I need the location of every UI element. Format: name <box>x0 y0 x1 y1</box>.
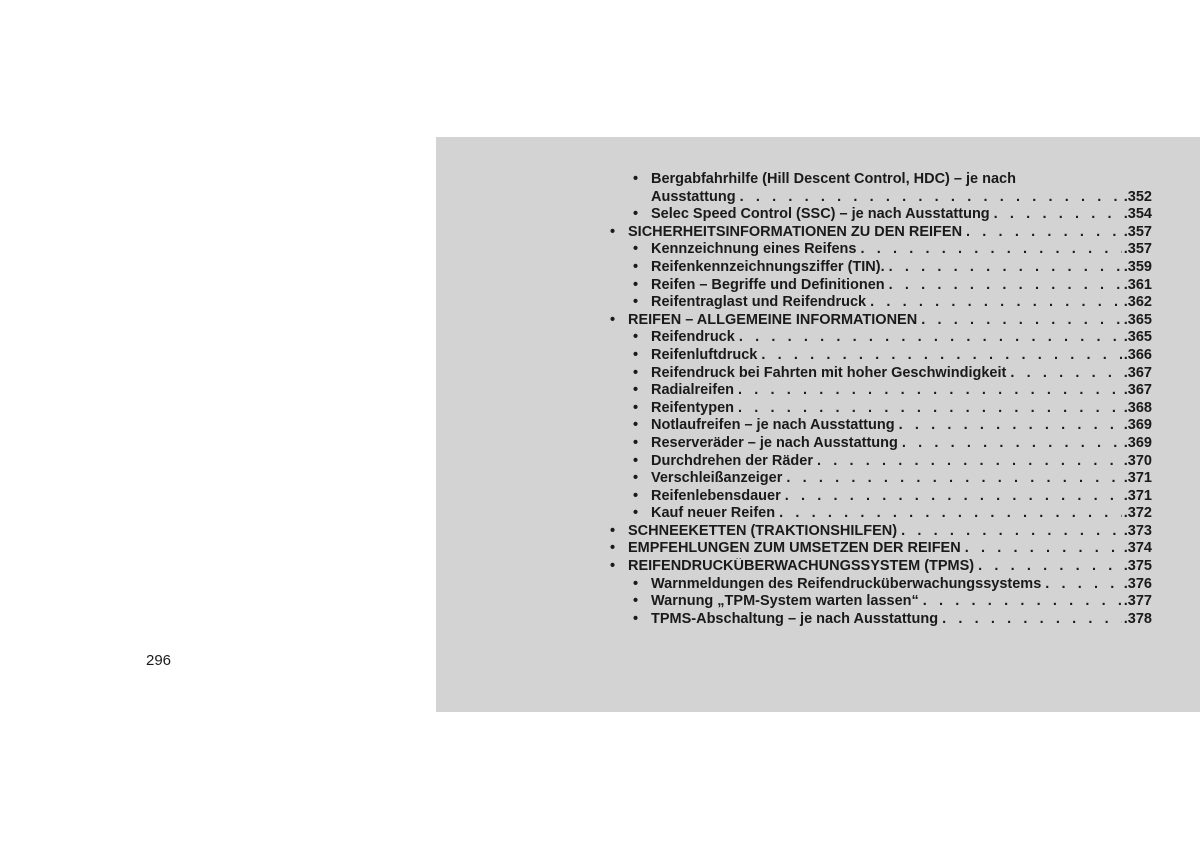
bullet-icon: • <box>633 575 639 592</box>
dot-leader <box>889 277 1122 295</box>
toc-entry-title: Reifenluftdruck <box>651 346 758 363</box>
bullet-icon: • <box>633 241 639 258</box>
dot-leader <box>1045 576 1122 594</box>
dot-leader <box>761 347 1121 365</box>
page-number: 296 <box>146 652 172 669</box>
toc-entry[interactable] <box>610 347 1152 365</box>
dot-leader <box>738 400 1122 418</box>
toc-entry-title: Verschleißanzeiger <box>651 470 783 487</box>
toc-entry[interactable] <box>610 171 1152 189</box>
toc-entry-title: Reifentypen <box>651 399 734 416</box>
toc-entry-page: .370 <box>1123 452 1152 469</box>
toc-entry-page: .366 <box>1123 346 1152 363</box>
toc-entry[interactable] <box>610 593 1152 611</box>
toc-entry-title: SICHERHEITSINFORMATIONEN ZU DEN REIFEN <box>628 223 963 240</box>
dot-leader <box>923 593 1122 611</box>
dot-leader <box>994 206 1122 224</box>
toc-entry[interactable] <box>610 576 1152 594</box>
toc-entry-page: .357 <box>1123 223 1152 240</box>
toc-entry-page: .367 <box>1123 364 1152 381</box>
dot-leader <box>740 189 1122 207</box>
bullet-icon: • <box>633 452 639 469</box>
bullet-icon: • <box>633 364 639 381</box>
toc-entry-title: Bergabfahrhilfe (Hill Descent Control, HDC) – je nach <box>651 171 1016 187</box>
dot-leader <box>921 312 1122 330</box>
toc-entry-page: .359 <box>1123 258 1152 275</box>
toc-entry[interactable] <box>610 206 1152 224</box>
dot-leader <box>870 294 1122 312</box>
dot-leader <box>901 523 1122 541</box>
dot-leader <box>817 453 1122 471</box>
bullet-icon: • <box>633 434 639 451</box>
bullet-icon: • <box>633 258 639 275</box>
dot-leader <box>899 417 1122 435</box>
bullet-icon: • <box>633 382 639 399</box>
toc-entry-page: .367 <box>1123 382 1152 399</box>
bullet-icon: • <box>610 311 616 328</box>
toc-entry-title: Kennzeichnung eines Reifens <box>651 241 857 258</box>
toc-entry-title: EMPFEHLUNGEN ZUM UMSETZEN DER REIFEN <box>628 540 961 557</box>
toc-entry[interactable] <box>610 417 1152 435</box>
toc-entry-page: .377 <box>1123 593 1152 610</box>
toc-entry[interactable] <box>610 277 1152 295</box>
toc-entry-page: .365 <box>1123 329 1152 346</box>
toc-entry[interactable] <box>610 470 1152 488</box>
dot-leader <box>966 224 1122 242</box>
bullet-icon: • <box>610 540 616 557</box>
toc-entry[interactable] <box>610 400 1152 418</box>
toc-entry[interactable] <box>610 540 1152 558</box>
bullet-icon: • <box>633 593 639 610</box>
toc-entry[interactable] <box>610 259 1152 277</box>
toc-entry-title: Warnmeldungen des Reifendrucküberwachungssystems <box>651 575 1042 592</box>
dot-leader <box>889 259 1122 277</box>
toc-entry-page: .375 <box>1123 558 1152 575</box>
bullet-icon: • <box>633 470 639 487</box>
dot-leader <box>1010 365 1121 383</box>
toc-entry-page: .373 <box>1123 522 1152 539</box>
bullet-icon: • <box>633 346 639 363</box>
toc-entry[interactable] <box>610 558 1152 576</box>
toc-entry[interactable] <box>610 365 1152 383</box>
toc-entry-title: Ausstattung <box>651 188 736 205</box>
bullet-icon: • <box>633 329 639 346</box>
toc-entry-page: .357 <box>1123 241 1152 258</box>
dot-leader <box>785 488 1122 506</box>
toc-entry-title: Selec Speed Control (SSC) – je nach Ausstattung <box>651 206 990 223</box>
toc-entry-title: Warnung „TPM-System warten lassen“ <box>651 593 919 610</box>
dot-leader <box>779 505 1122 523</box>
toc-entry-title: SCHNEEKETTEN (TRAKTIONSHILFEN) <box>628 522 898 539</box>
toc-entry-page: .371 <box>1123 487 1152 504</box>
toc-entry-page: .372 <box>1123 505 1152 522</box>
toc-entry-title: Reifendruck <box>651 329 735 346</box>
toc-entry-title: TPMS-Abschaltung – je nach Ausstattung <box>651 610 939 627</box>
toc-entry[interactable] <box>610 294 1152 312</box>
dot-leader <box>860 241 1121 259</box>
toc-entry[interactable] <box>610 453 1152 471</box>
bullet-icon: • <box>633 417 639 434</box>
bullet-icon: • <box>610 522 616 539</box>
bullet-icon: • <box>633 206 639 223</box>
toc-entry-title: Reifenkennzeichnungsziffer (TIN). <box>651 258 885 275</box>
dot-leader <box>786 470 1121 488</box>
toc-entry-page: .369 <box>1123 434 1152 451</box>
toc-entry-page: .369 <box>1123 417 1152 434</box>
toc-entry-page: .371 <box>1123 470 1152 487</box>
bullet-icon: • <box>610 223 616 240</box>
toc-entry[interactable] <box>610 505 1152 523</box>
dot-leader <box>978 558 1122 576</box>
toc-entry-title: Reifen – Begriffe und Definitionen <box>651 276 885 293</box>
table-of-contents <box>610 171 1152 628</box>
toc-entry[interactable] <box>610 611 1152 629</box>
toc-entry[interactable] <box>610 312 1152 330</box>
dot-leader <box>942 611 1122 629</box>
toc-entry-page: .374 <box>1123 540 1152 557</box>
toc-entry-title: Notlaufreifen – je nach Ausstattung <box>651 417 895 434</box>
toc-entry[interactable] <box>610 329 1152 347</box>
toc-entry-page: .354 <box>1123 206 1152 223</box>
toc-entry[interactable] <box>610 382 1152 400</box>
dot-leader <box>739 329 1122 347</box>
toc-entry-page: .352 <box>1123 188 1152 205</box>
toc-entry-page: .361 <box>1123 276 1152 293</box>
toc-entry-title: Kauf neuer Reifen <box>651 505 776 522</box>
bullet-icon: • <box>633 171 639 187</box>
toc-entry-title: Radialreifen <box>651 382 734 399</box>
toc-entry[interactable] <box>610 488 1152 506</box>
toc-entry-page: .368 <box>1123 399 1152 416</box>
toc-entry[interactable] <box>610 523 1152 541</box>
toc-entry-title: Durchdrehen der Räder <box>651 452 813 469</box>
bullet-icon: • <box>633 610 639 627</box>
toc-entry-title: Reifenlebensdauer <box>651 487 781 504</box>
toc-entry-page: .376 <box>1123 575 1152 592</box>
bullet-icon: • <box>633 505 639 522</box>
dot-leader <box>902 435 1122 453</box>
dot-leader <box>738 382 1122 400</box>
bullet-icon: • <box>610 558 616 575</box>
toc-entry-page: .378 <box>1123 610 1152 627</box>
toc-entry[interactable] <box>610 241 1152 259</box>
toc-entry-title: Reserveräder – je nach Ausstattung <box>651 434 898 451</box>
bullet-icon: • <box>633 276 639 293</box>
toc-entry[interactable] <box>610 224 1152 242</box>
toc-entry-page: .362 <box>1123 294 1152 311</box>
toc-entry-title: REIFENDRUCKÜBERWACHUNGSSYSTEM (TPMS) <box>628 558 975 575</box>
bullet-icon: • <box>633 487 639 504</box>
toc-entry-page: .365 <box>1123 311 1152 328</box>
bullet-icon: • <box>633 399 639 416</box>
toc-entry[interactable] <box>610 189 1152 207</box>
dot-leader <box>965 540 1122 558</box>
toc-entry-title: REIFEN – ALLGEMEINE INFORMATIONEN <box>628 311 918 328</box>
toc-entry-title: Reifentraglast und Reifendruck <box>651 294 867 311</box>
toc-entry-title: Reifendruck bei Fahrten mit hoher Geschwindigkeit <box>651 364 1007 381</box>
bullet-icon: • <box>633 294 639 311</box>
toc-entry[interactable] <box>610 435 1152 453</box>
